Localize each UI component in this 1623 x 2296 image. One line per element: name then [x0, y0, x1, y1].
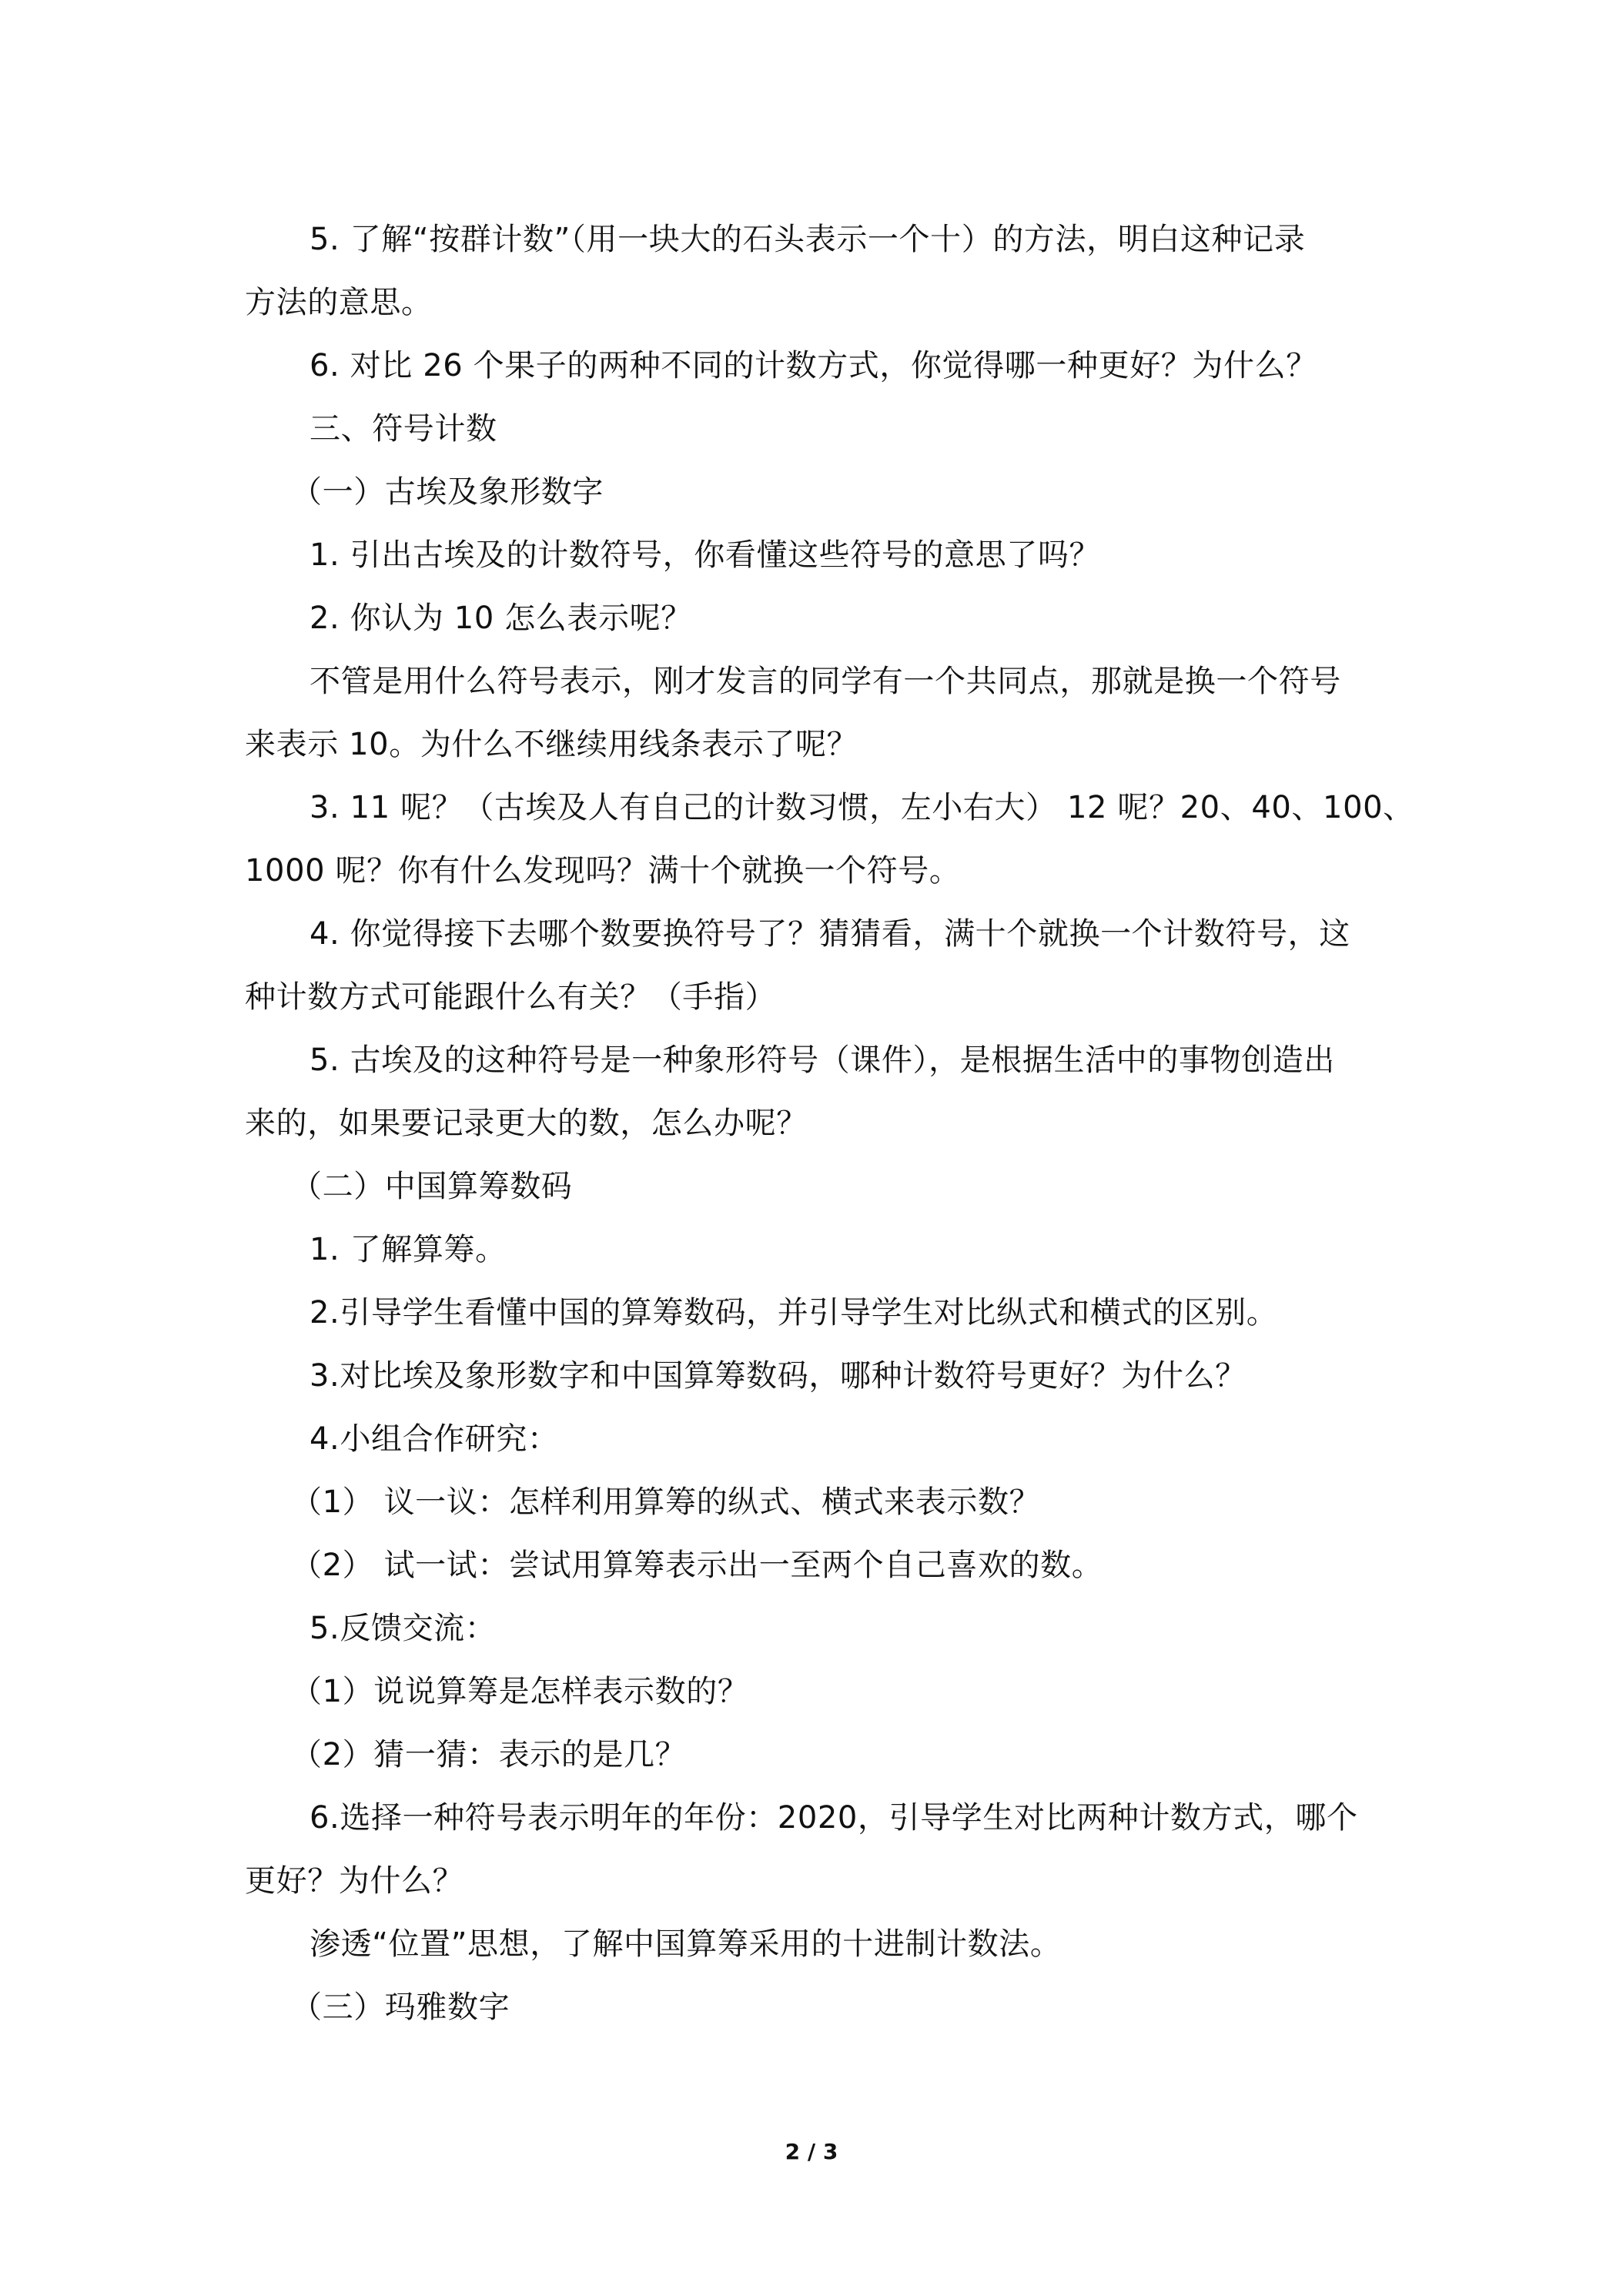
paragraph-line: 4. 你觉得接下去哪个数要换符号了？猜猜看，满十个就换一个计数符号，这: [310, 916, 1350, 952]
page-number: 2 / 3: [785, 2139, 838, 2164]
paragraph-line: 来表示 10。为什么不继续用线条表示了呢？: [245, 727, 858, 762]
paragraph-line: 来的，如果要记录更大的数，怎么办呢？: [245, 1106, 808, 1141]
paragraph-line: 5.反馈交流：: [310, 1611, 497, 1646]
subsection-heading: （三）玛雅数字: [291, 1990, 510, 2025]
paragraph-line: 渗透“位置”思想，了解中国算筹采用的十进制计数法。: [310, 1926, 1062, 1962]
paragraph-line: 5. 古埃及的这种符号是一种象形符号（课件），是根据生活中的事物创造出: [310, 1043, 1335, 1078]
paragraph-line: 6. 对比 26 个果子的两种不同的计数方式，你觉得哪一种更好？为什么？: [310, 348, 1317, 383]
section-heading: 三、符号计数: [310, 411, 497, 447]
document-body: [245, 208, 1414, 2039]
paragraph-line: 4.小组合作研究：: [310, 1421, 559, 1457]
paragraph-line: 不管是用什么符号表示，刚才发言的同学有一个共同点，那就是换一个符号: [310, 664, 1341, 699]
paragraph-line: 3. 11 呢？（古埃及人有自己的计数习惯，左小右大） 12 呢？20、40、100、: [310, 790, 1414, 825]
list-item: （1）说说算筹是怎样表示数的？: [291, 1674, 749, 1709]
paragraph-line: 种计数方式可能跟什么有关？（手指）: [245, 979, 777, 1015]
paragraph-line: 方法的意思。: [245, 285, 433, 320]
paragraph-line: 2. 你认为 10 怎么表示呢？: [310, 601, 692, 636]
paragraph-line: 1. 引出古埃及的计数符号，你看懂这些符号的意思了吗？: [310, 537, 1101, 573]
paragraph-line: 1000 呢？你有什么发现吗？满十个就换一个符号。: [245, 853, 961, 889]
paragraph-line: 5. 了解“按群计数”（用一块大的石头表示一个十）的方法，明白这种记录: [310, 222, 1306, 257]
list-item: （2） 试一试：尝试用算筹表示出一至两个自己喜欢的数。: [291, 1548, 1103, 1583]
paragraph-line: 6.选择一种符号表示明年的年份：2020，引导学生对比两种计数方式，哪个: [310, 1800, 1358, 1836]
paragraph-line: 3.对比埃及象形数字和中国算筹数码，哪种计数符号更好？为什么？: [310, 1358, 1247, 1394]
list-item: （2）猜一猜：表示的是几？: [291, 1737, 687, 1772]
subsection-heading: （一）古埃及象形数字: [291, 474, 604, 510]
paragraph-line: 更好？为什么？: [245, 1863, 464, 1899]
paragraph-line: 2.引导学生看懂中国的算筹数码，并引导学生对比纵式和横式的区别。: [310, 1295, 1278, 1330]
paragraph-line: 1. 了解算筹。: [310, 1232, 507, 1267]
subsection-heading: （二）中国算筹数码: [291, 1169, 573, 1204]
list-item: （1） 议一议：怎样利用算筹的纵式、横式来表示数？: [291, 1484, 1041, 1520]
